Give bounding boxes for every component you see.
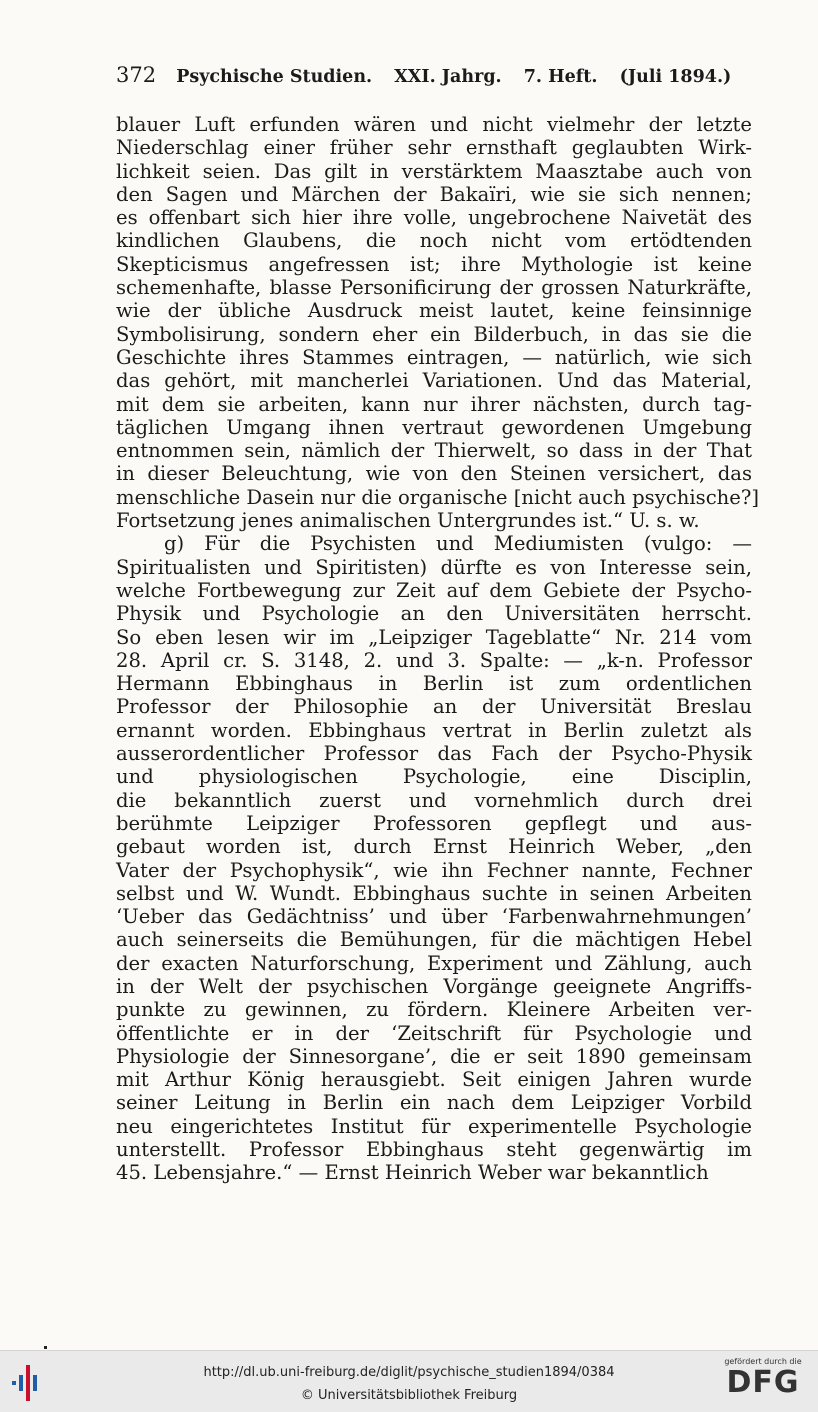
text-line: Fortsetzung jenes animalischen Untergrundes ist.“ U. s. w. <box>116 509 700 533</box>
text-line: 28. April cr. S. 3148, 2. und 3. Spalte: — „k-n. Professor <box>116 648 752 672</box>
text-line: gebaut worden ist, durch Ernst Heinrich Weber, „den <box>116 835 752 859</box>
text-line: in dieser Beleuchtung, wie von den Steinen versichert, das <box>116 462 752 486</box>
text-line: ausserordentlicher Professor das Fach der Psycho-Physik <box>116 742 752 766</box>
volume: XXI. Jahrg. <box>394 67 502 87</box>
text-line: punkte zu gewinnen, zu fördern. Kleinere Arbeiten ver- <box>116 998 752 1022</box>
text-line: 45. Lebensjahre.“ — Ernst Heinrich Weber war bekanntlich <box>116 1161 709 1185</box>
text-line: Skepticismus angefressen ist; ihre Mythologie ist keine <box>116 252 752 276</box>
text-line: Physiologie der Sinnesorgane’, die er seit 1890 gemeinsam <box>116 1044 752 1068</box>
copyright-notice: © Universitätsbibliothek Freiburg <box>300 1388 518 1403</box>
running-header <box>116 63 756 87</box>
issue-date: (Juli 1894.) <box>619 67 732 87</box>
text-line: die bekanntlich zuerst und vornehmlich durch drei <box>116 788 752 812</box>
article-body <box>116 113 760 1185</box>
text-line: Geschichte ihres Stammes eintragen, — natürlich, wie sich <box>116 345 752 369</box>
text-line: und physiologischen Psychologie, eine Disciplin, <box>116 765 752 789</box>
text-line: seiner Leitung in Berlin ein nach dem Leipziger Vorbild <box>116 1091 752 1115</box>
dfg-logo <box>718 1357 808 1407</box>
dfg-wordmark: DFG <box>726 1365 800 1400</box>
text-line: selbst und W. Wundt. Ebbinghaus suchte in seinen Arbeiten <box>116 881 752 905</box>
text-line: Niederschlag einer früher sehr ernsthaft geglaubten Wirk- <box>116 136 752 160</box>
text-line: lichkeit seien. Das gilt in verstärktem Maasztabe auch von <box>116 159 752 183</box>
text-line: das gehört, mit mancherlei Variationen. Und das Material, <box>116 369 752 393</box>
text-line: Symbolisirung, sondern eher ein Bilderbuch, in das sie die <box>116 322 752 346</box>
text-line: mit Arthur König herausgiebt. Seit einigen Jahren wurde <box>116 1068 752 1092</box>
text-line: Hermann Ebbinghaus in Berlin ist zum ordentlichen <box>116 672 752 696</box>
text-line: es offenbart sich hier ihre volle, ungebrochene Naivetät des <box>116 206 752 230</box>
permalink-url[interactable]: http://dl.ub.uni-freiburg.de/diglit/psychische_studien1894/0384 <box>203 1365 615 1380</box>
text-line: Vater der Psychophysik“, wie ihn Fechner nannte, Fechner <box>116 858 752 882</box>
text-line: auch seinerseits die Bemühungen, für die mächtigen Hebel <box>116 928 752 952</box>
page-number: 372 <box>116 63 157 87</box>
text-line: Professor der Philosophie an der Universität Breslau <box>116 695 752 719</box>
text-line: in der Welt der psychischen Vorgänge geeignete Angriffs- <box>116 974 752 998</box>
text-line: Physik und Psychologie an den Universitäten herrscht. <box>116 602 752 626</box>
text-line: g) Für die Psychisten und Mediumisten (vulgo: — <box>164 532 752 556</box>
text-line: ernannt worden. Ebbinghaus vertrat in Berlin zuletzt als <box>116 718 752 742</box>
text-line: menschliche Dasein nur die organische [nicht auch psychische?] <box>116 485 760 509</box>
text-line: neu eingerichtetes Institut für experimentelle Psychologie <box>116 1114 752 1138</box>
text-line: unterstellt. Professor Ebbinghaus steht gegenwärtig im <box>116 1138 752 1162</box>
text-line: den Sagen und Märchen der Bakaïri, wie sie sich nennen; <box>116 182 752 206</box>
text-line: blauer Luft erfunden wären und nicht vielmehr der letzte <box>116 113 752 136</box>
text-line: ‘Ueber das Gedächtniss’ und über ‘Farbenwahrnehmungen’ <box>116 905 752 929</box>
text-line: mit dem sie arbeiten, kann nur ihrer nächsten, durch tag- <box>116 392 752 416</box>
journal-title: Psychische Studien. <box>176 67 373 87</box>
text-line: welche Fortbewegung zur Zeit auf dem Gebiete der Psycho- <box>116 578 752 602</box>
text-line: kindlichen Glaubens, die noch nicht vom ertödtenden <box>116 229 752 253</box>
text-line: berühmte Leipziger Professoren gepflegt und aus- <box>116 811 752 835</box>
scan-mark <box>44 1346 47 1349</box>
text-line: der exacten Naturforschung, Experiment und Zählung, auch <box>116 951 752 975</box>
viewer-footer <box>0 1350 818 1412</box>
text-line: wie der übliche Ausdruck meist lautet, keine feinsinnige <box>116 299 752 323</box>
text-line: entnommen sein, nämlich der Thierwelt, so dass in der That <box>116 439 752 463</box>
text-line: So eben lesen wir im „Leipziger Tageblatte“ Nr. 214 vom <box>116 625 752 649</box>
text-line: schemenhafte, blasse Personificirung der grossen Naturkräfte, <box>116 276 752 300</box>
dfg-caption: gefördert durch die <box>724 1357 802 1366</box>
text-line: öffentlichte er in der ‘Zeitschrift für Psychologie und <box>116 1021 752 1045</box>
issue: 7. Heft. <box>523 67 598 87</box>
text-line: Spiritualisten und Spiritisten) dürfte es von Interesse sein, <box>116 555 752 579</box>
text-line: täglichen Umgang ihnen vertraut gewordenen Umgebung <box>116 415 752 439</box>
